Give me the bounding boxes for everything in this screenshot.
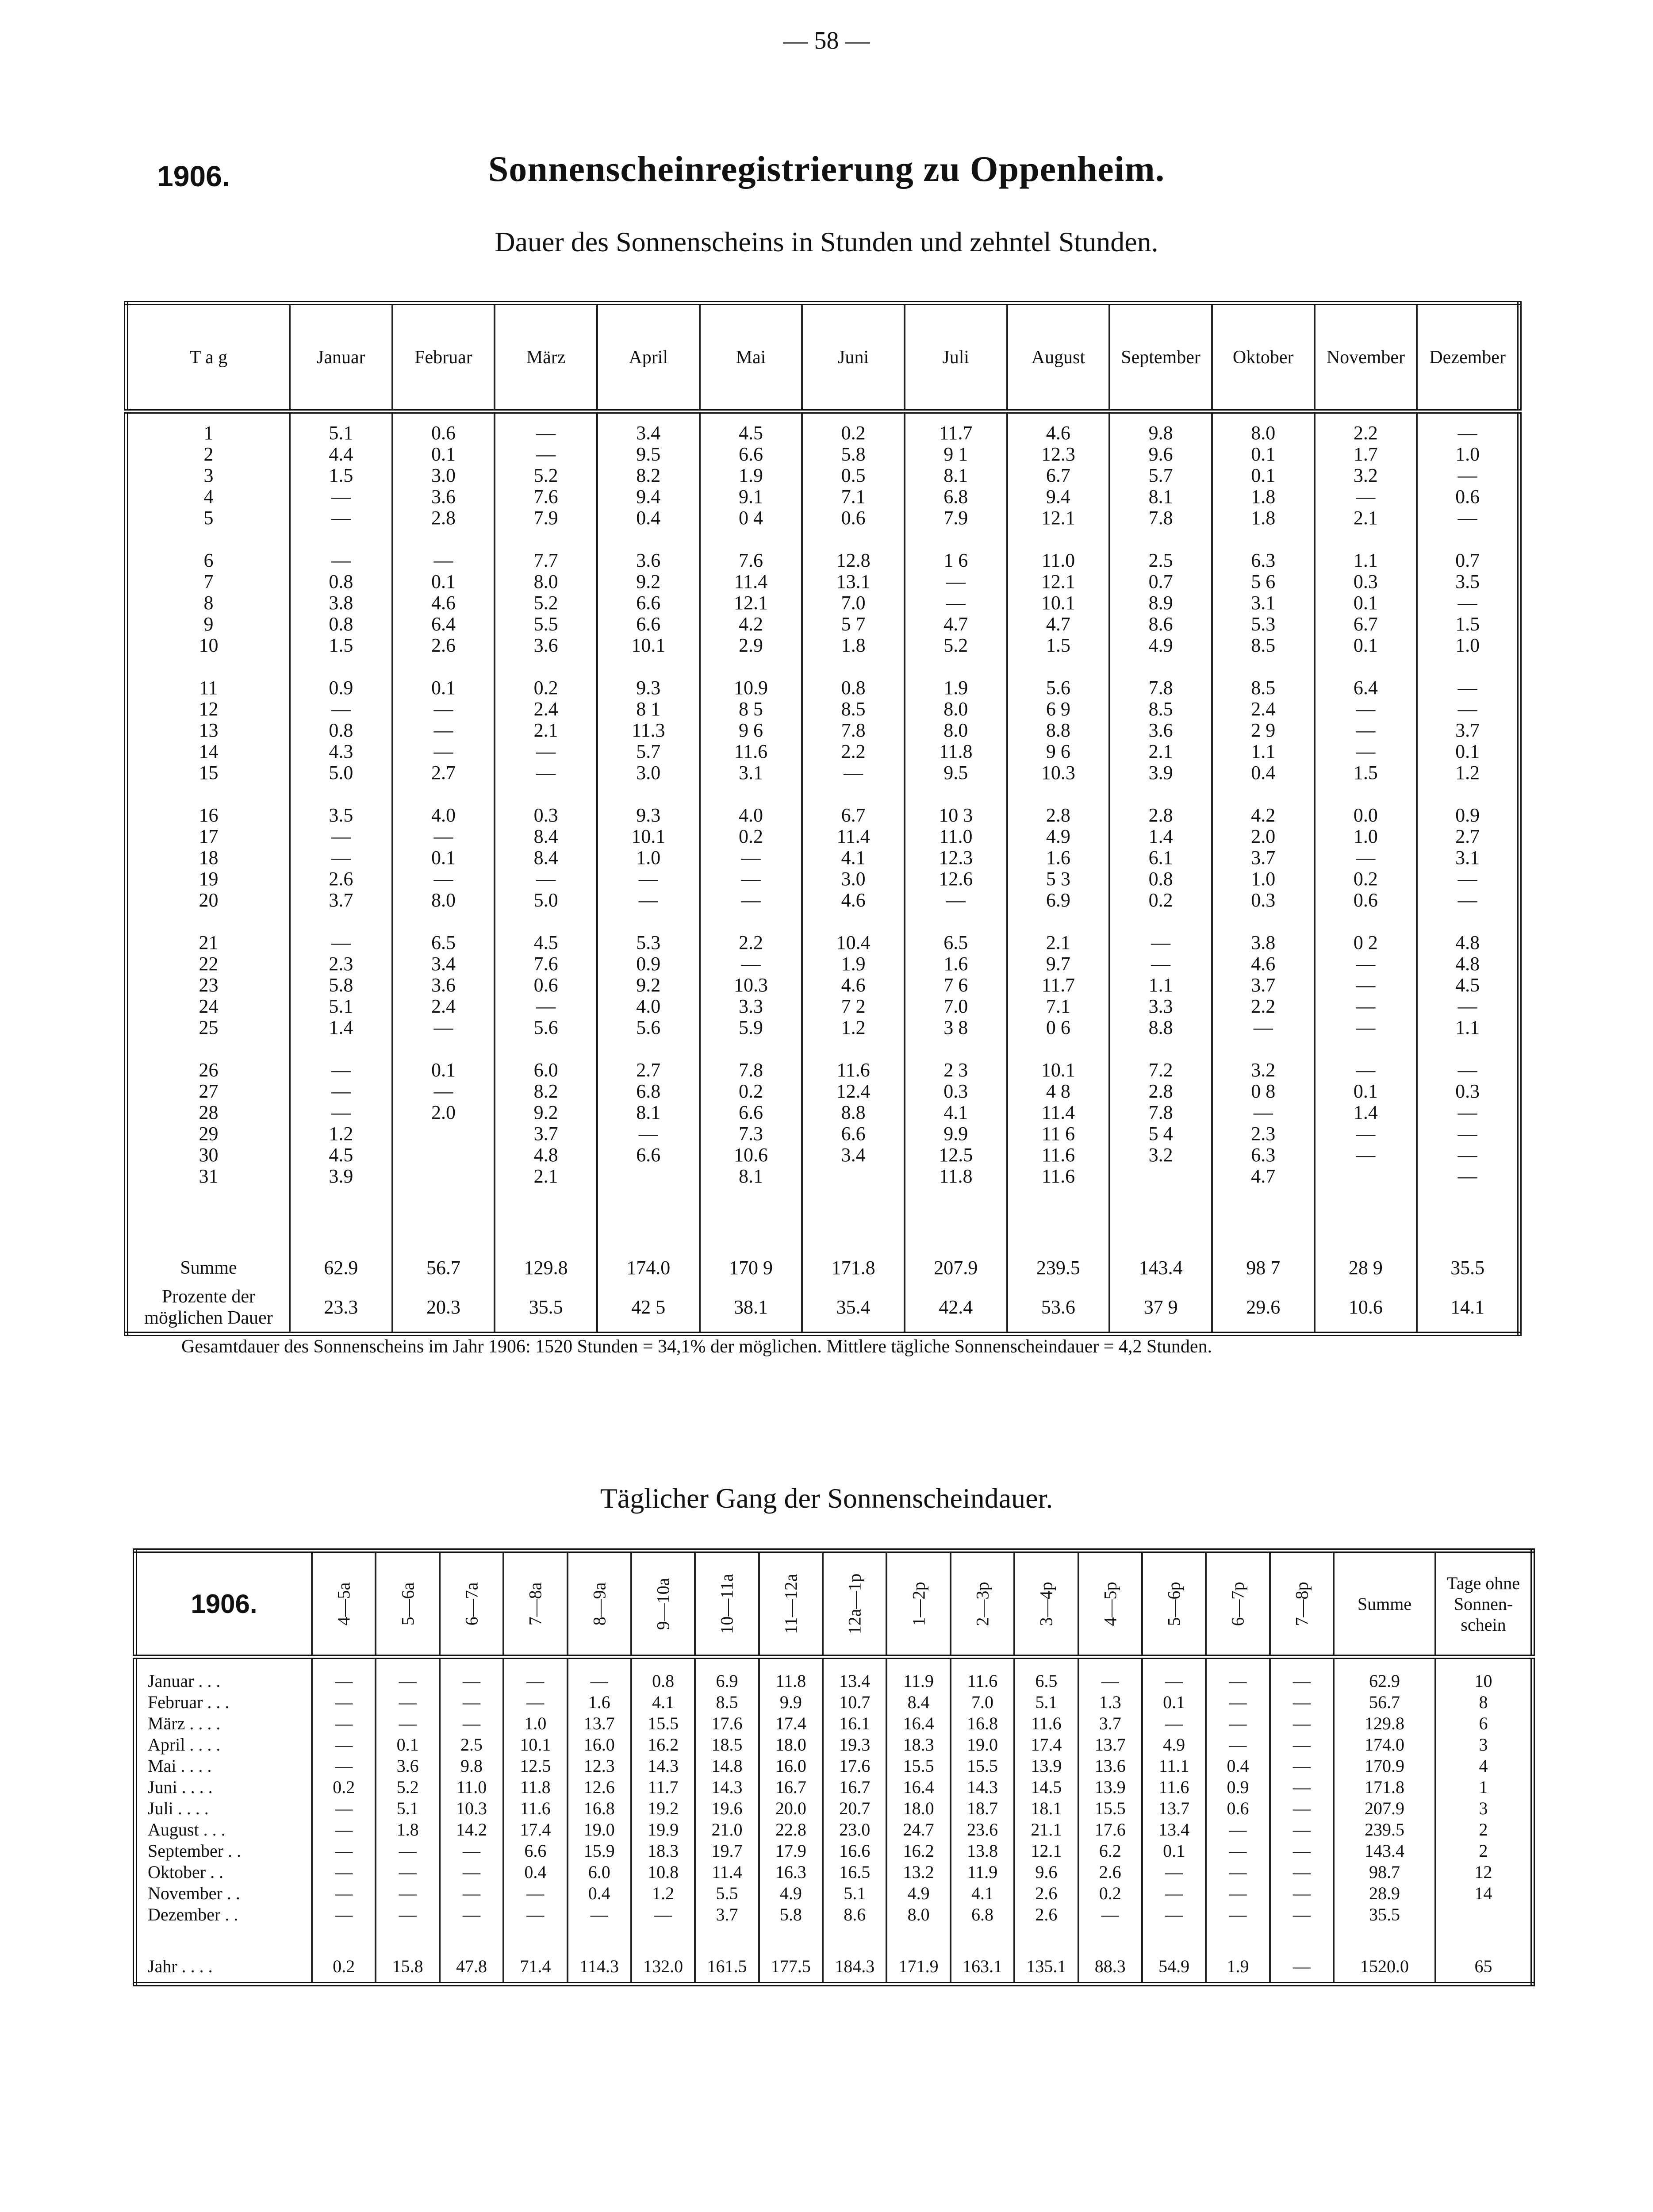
- month-values-märz: — — 5.2 7.6 7.9 7.7 8.0 5.2 5.5 3.6 0.2 2.4 2.1 — — 0.3 8.4 8.4 — 5.0 4.5 7.6 0.6 — 5.6 6.0 8.2 9.2 3.7 4.8 2.1: [495, 411, 597, 1253]
- hour-header-label: 1—2p: [909, 1582, 929, 1626]
- hour-values-1: — — — 0.1 3.6 5.2 5.1 1.8 — — — —: [376, 1657, 439, 1947]
- hour-values-7: 11.8 9.9 17.4 18.0 16.0 16.7 20.0 22.8 17.9 16.3 4.9 5.8: [759, 1657, 823, 1947]
- year-hour-value: 161.5: [695, 1947, 759, 1984]
- hour-header-10: [951, 1551, 1014, 1657]
- month-header-9: Oktober: [1212, 303, 1315, 411]
- annual-total-note: Gesamtdauer des Sonnenscheins im Jahr 1906: 1520 Stunden = 34,1% der möglichen. Mittlere tägliche Sonnenscheindauer = 4,2 Stunden.: [181, 1336, 1212, 1357]
- month-header-7: August: [1007, 303, 1110, 411]
- year-hour-value: 0.2: [312, 1947, 376, 1984]
- page-number: — 58 —: [783, 27, 870, 54]
- hour-header-8: [823, 1551, 886, 1657]
- month-header-4: Mai: [700, 303, 802, 411]
- hour-header-label: 4—5p: [1100, 1582, 1120, 1626]
- sum-label: Summe: [126, 1253, 290, 1281]
- month-values-september: 9.8 9.6 5.7 8.1 7.8 2.5 0.7 8.9 8.6 4.9 7.8 8.5 3.6 2.1 3.9 2.8 1.4 6.1 0.8 0.2 — — 1.1 3.3 8.8 7.2 2.8 7.8 5 4 3.2: [1109, 411, 1212, 1253]
- percent-value: 14.1: [1417, 1281, 1519, 1334]
- sum-value: 143.4: [1109, 1253, 1212, 1281]
- percent-value: 20.3: [392, 1281, 495, 1334]
- sum-value: 129.8: [495, 1253, 597, 1281]
- hour-values-4: — 1.6 13.7 16.0 12.3 12.6 16.8 19.0 15.9 6.0 0.4 —: [568, 1657, 631, 1947]
- table1-header-row: [126, 303, 1519, 411]
- month-values-januar: 5.1 4.4 1.5 — — — 0.8 3.8 0.8 1.5 0.9 — 0.8 4.3 5.0 3.5 — — 2.6 3.7 — 2.3 5.8 5.1 1.4 — — — 1.2 4.5 3.9: [290, 411, 392, 1253]
- hour-header-2: [440, 1551, 503, 1657]
- percent-value: 29.6: [1212, 1281, 1315, 1334]
- month-header-0: Januar: [290, 303, 392, 411]
- hour-header-label: 6—7a: [461, 1582, 482, 1625]
- year-hour-value: 15.8: [376, 1947, 439, 1984]
- month-header-11: Dezember: [1417, 303, 1519, 411]
- month-header-8: September: [1109, 303, 1212, 411]
- month-header-1: Februar: [392, 303, 495, 411]
- table1-percent-row: [126, 1281, 1519, 1334]
- year-sum-value: 1520.0: [1334, 1947, 1435, 1984]
- year-hour-value: 132.0: [631, 1947, 695, 1984]
- hour-header-label: 12a—1p: [844, 1573, 865, 1634]
- hour-header-label: 10—11a: [717, 1573, 737, 1634]
- hour-header-11: [1014, 1551, 1078, 1657]
- sum-value: 98 7: [1212, 1253, 1315, 1281]
- sunless-days-values: 10 8 6 3 4 1 3 2 2 12 14: [1435, 1657, 1533, 1947]
- month-values-april: 3.4 9.5 8.2 9.4 0.4 3.6 9.2 6.6 6.6 10.1 9.3 8 1 11.3 5.7 3.0 9.3 10.1 1.0 — — 5.3 0.9 9.2 4.0 5.6 2.7 6.8 8.1 — 6.6: [597, 411, 700, 1253]
- sum-value: 35.5: [1417, 1253, 1519, 1281]
- month-values-oktober: 8.0 0.1 0.1 1.8 1.8 6.3 5 6 3.1 5.3 8.5 8.5 2.4 2 9 1.1 0.4 4.2 2.0 3.7 1.0 0.3 3.8 4.6 3.7 2.2 — 3.2 0 8 — 2.3 6.3 4.7: [1212, 411, 1315, 1253]
- percent-value: 38.1: [700, 1281, 802, 1334]
- hour-header-3: [503, 1551, 567, 1657]
- hour-header-4: [568, 1551, 631, 1657]
- table2-title: Täglicher Gang der Sonnenscheindauer.: [600, 1482, 1053, 1514]
- hour-header-label: 3—4p: [1036, 1582, 1056, 1626]
- hour-values-10: 11.6 7.0 16.8 19.0 15.5 14.3 18.7 23.6 13.8 11.9 4.1 6.8: [951, 1657, 1014, 1947]
- year-sunless-days-value: 65: [1435, 1947, 1533, 1984]
- percent-value: 53.6: [1007, 1281, 1110, 1334]
- hour-header-label: 8—9a: [589, 1582, 610, 1625]
- table2-year-row: [135, 1947, 1533, 1984]
- sum-value: 239.5: [1007, 1253, 1110, 1281]
- percent-value: 35.4: [802, 1281, 905, 1334]
- hour-header-label: 2—3p: [972, 1582, 993, 1626]
- hour-header-0: [312, 1551, 376, 1657]
- sum-value: 56.7: [392, 1253, 495, 1281]
- month-header-10: November: [1315, 303, 1417, 411]
- month-values-dezember: — 1.0 — 0.6 — 0.7 3.5 — 1.5 1.0 — — 3.7 0.1 1.2 0.9 2.7 3.1 — — 4.8 4.8 4.5 — 1.1 — 0.3 — — — —: [1417, 411, 1519, 1253]
- month-values-november: 2.2 1.7 3.2 — 2.1 1.1 0.3 0.1 6.7 0.1 6.4 — — — 1.5 0.0 1.0 — 0.2 0.6 0 2 — — — — — 0.1 1.4 — —: [1315, 411, 1417, 1253]
- month-header-3: April: [597, 303, 700, 411]
- sum-value: 170 9: [700, 1253, 802, 1281]
- hour-values-11: 6.5 5.1 11.6 17.4 13.9 14.5 18.1 21.1 12.1 9.6 2.6 2.6: [1014, 1657, 1078, 1947]
- hour-values-9: 11.9 8.4 16.4 18.3 15.5 16.4 18.0 24.7 16.2 13.2 4.9 8.0: [886, 1657, 950, 1947]
- hour-header-14: [1206, 1551, 1269, 1657]
- percent-value: 23.3: [290, 1281, 392, 1334]
- hour-values-12: — 1.3 3.7 13.7 13.6 13.9 15.5 17.6 6.2 2.6 0.2 —: [1078, 1657, 1142, 1947]
- sum-value: 174.0: [597, 1253, 700, 1281]
- hour-values-15: — — — — — — — — — — — —: [1270, 1657, 1334, 1947]
- hour-header-label: 7—8a: [525, 1582, 545, 1625]
- hour-header-13: [1142, 1551, 1206, 1657]
- hour-values-2: — — — 2.5 9.8 11.0 10.3 14.2 — — — —: [440, 1657, 503, 1947]
- month-values-mai: 4.5 6.6 1.9 9.1 0 4 7.6 11.4 12.1 4.2 2.9 10.9 8 5 9 6 11.6 3.1 4.0 0.2 — — — 2.2 — 10.3 3.3 5.9 7.8 0.2 6.6 7.3 10.6 8.1: [700, 411, 802, 1253]
- sunshine-daily-table: [124, 301, 1522, 1336]
- hour-values-3: — — 1.0 10.1 12.5 11.8 11.6 17.4 6.6 0.4 — —: [503, 1657, 567, 1947]
- hour-header-6: [695, 1551, 759, 1657]
- sunless-days-header: Tage ohne Sonnen-schein: [1435, 1551, 1533, 1657]
- month-values-august: 4.6 12.3 6.7 9.4 12.1 11.0 12.1 10.1 4.7 1.5 5.6 6 9 8.8 9 6 10.3 2.8 4.9 1.6 5 3 6.9 2.1 9.7 11.7 7.1 0 6 10.1 4 8 11.4 11 6 11.6 11.6: [1007, 411, 1110, 1253]
- hour-header-label: 9—10a: [653, 1578, 673, 1630]
- hourly-sunshine-table: [133, 1548, 1535, 1986]
- percent-value: 10.6: [1315, 1281, 1417, 1334]
- month-header-5: Juni: [802, 303, 905, 411]
- percent-label: Prozente der möglichen Dauer: [126, 1281, 290, 1334]
- month-names: Januar . . . Februar . . . März . . . . April . . . . Mai . . . . Juni . . . . Juli . . . . August . . . September . . Oktober . . November . . Dezember . .: [135, 1657, 312, 1947]
- hour-values-6: 6.9 8.5 17.6 18.5 14.8 14.3 19.6 21.0 19.7 11.4 5.5 3.7: [695, 1657, 759, 1947]
- year-hour-value: 88.3: [1078, 1947, 1142, 1984]
- percent-value: 42 5: [597, 1281, 700, 1334]
- sum-value: 62.9: [290, 1253, 392, 1281]
- month-sum-values: 62.9 56.7 129.8 174.0 170.9 171.8 207.9 239.5 143.4 98.7 28.9 35.5: [1334, 1657, 1435, 1947]
- year-hour-value: 114.3: [568, 1947, 631, 1984]
- table2-header-row: [135, 1551, 1533, 1657]
- year-hour-value: 171.9: [886, 1947, 950, 1984]
- year-hour-value: 135.1: [1014, 1947, 1078, 1984]
- year-hour-value: 47.8: [440, 1947, 503, 1984]
- year-hour-value: 1.9: [1206, 1947, 1269, 1984]
- hour-header-15: [1270, 1551, 1334, 1657]
- table2-year-header: 1906.: [135, 1551, 312, 1657]
- hour-header-7: [759, 1551, 823, 1657]
- page-title: Sonnenscheinregistrierung zu Oppenheim.: [488, 149, 1165, 189]
- hour-values-0: — — — — — 0.2 — — — — — —: [312, 1657, 376, 1947]
- day-numbers: 1 2 3 4 5 6 7 8 9 10 11 12 13 14 15 16 17 18 19 20 21 22 23 24 25 26 27 28 29 30 31: [126, 411, 290, 1253]
- month-header-2: März: [495, 303, 597, 411]
- year-hour-value: 71.4: [503, 1947, 567, 1984]
- table1-sum-row: [126, 1253, 1519, 1281]
- hour-values-8: 13.4 10.7 16.1 19.3 17.6 16.7 20.7 23.0 16.6 16.5 5.1 8.6: [823, 1657, 886, 1947]
- hour-header-label: 5—6a: [398, 1582, 418, 1625]
- hour-header-label: 6—7p: [1227, 1582, 1248, 1626]
- hour-values-13: — 0.1 — 4.9 11.1 11.6 13.7 13.4 0.1 — — —: [1142, 1657, 1206, 1947]
- day-column-header: T a g: [126, 303, 290, 411]
- year-hour-value: 177.5: [759, 1947, 823, 1984]
- percent-value: 37 9: [1109, 1281, 1212, 1334]
- year-hour-value: 163.1: [951, 1947, 1014, 1984]
- year-label: 1906.: [157, 160, 230, 192]
- table1-subtitle: Dauer des Sonnenscheins in Stunden und zehntel Stunden.: [495, 226, 1158, 257]
- hour-header-5: [631, 1551, 695, 1657]
- sum-value: 171.8: [802, 1253, 905, 1281]
- hour-values-5: 0.8 4.1 15.5 16.2 14.3 11.7 19.2 19.9 18.3 10.8 1.2 —: [631, 1657, 695, 1947]
- hour-header-9: [886, 1551, 950, 1657]
- table2-month-rows: [135, 1657, 1533, 1947]
- year-hour-value: 184.3: [823, 1947, 886, 1984]
- hour-header-label: 4—5a: [334, 1582, 354, 1625]
- year-hour-value: —: [1270, 1947, 1334, 1984]
- hour-header-12: [1078, 1551, 1142, 1657]
- month-header-6: Juli: [905, 303, 1007, 411]
- sum-value: 207.9: [905, 1253, 1007, 1281]
- sum-header: Summe: [1334, 1551, 1435, 1657]
- month-values-juni: 0.2 5.8 0.5 7.1 0.6 12.8 13.1 7.0 5 7 1.8 0.8 8.5 7.8 2.2 — 6.7 11.4 4.1 3.0 4.6 10.4 1.9 4.6 7 2 1.2 11.6 12.4 8.8 6.6 3.4: [802, 411, 905, 1253]
- hour-values-14: — — — — 0.4 0.9 0.6 — — — — —: [1206, 1657, 1269, 1947]
- table1-day-rows: [126, 411, 1519, 1253]
- month-values-februar: 0.6 0.1 3.0 3.6 2.8 — 0.1 4.6 6.4 2.6 0.1 — — — 2.7 4.0 — 0.1 — 8.0 6.5 3.4 3.6 2.4 — 0.1 — 2.0: [392, 411, 495, 1253]
- percent-value: 35.5: [495, 1281, 597, 1334]
- year-row-label: Jahr . . . .: [135, 1947, 312, 1984]
- sum-value: 28 9: [1315, 1253, 1417, 1281]
- hour-header-label: 11—12a: [781, 1573, 801, 1634]
- percent-value: 42.4: [905, 1281, 1007, 1334]
- hour-header-label: 7—8p: [1292, 1582, 1312, 1626]
- year-hour-value: 54.9: [1142, 1947, 1206, 1984]
- hour-header-label: 5—6p: [1164, 1582, 1184, 1626]
- hour-header-1: [376, 1551, 439, 1657]
- month-values-juli: 11.7 9 1 8.1 6.8 7.9 1 6 — — 4.7 5.2 1.9 8.0 8.0 11.8 9.5 10 3 11.0 12.3 12.6 — 6.5 1.6 7 6 7.0 3 8 2 3 0.3 4.1 9.9 12.5 11.8: [905, 411, 1007, 1253]
